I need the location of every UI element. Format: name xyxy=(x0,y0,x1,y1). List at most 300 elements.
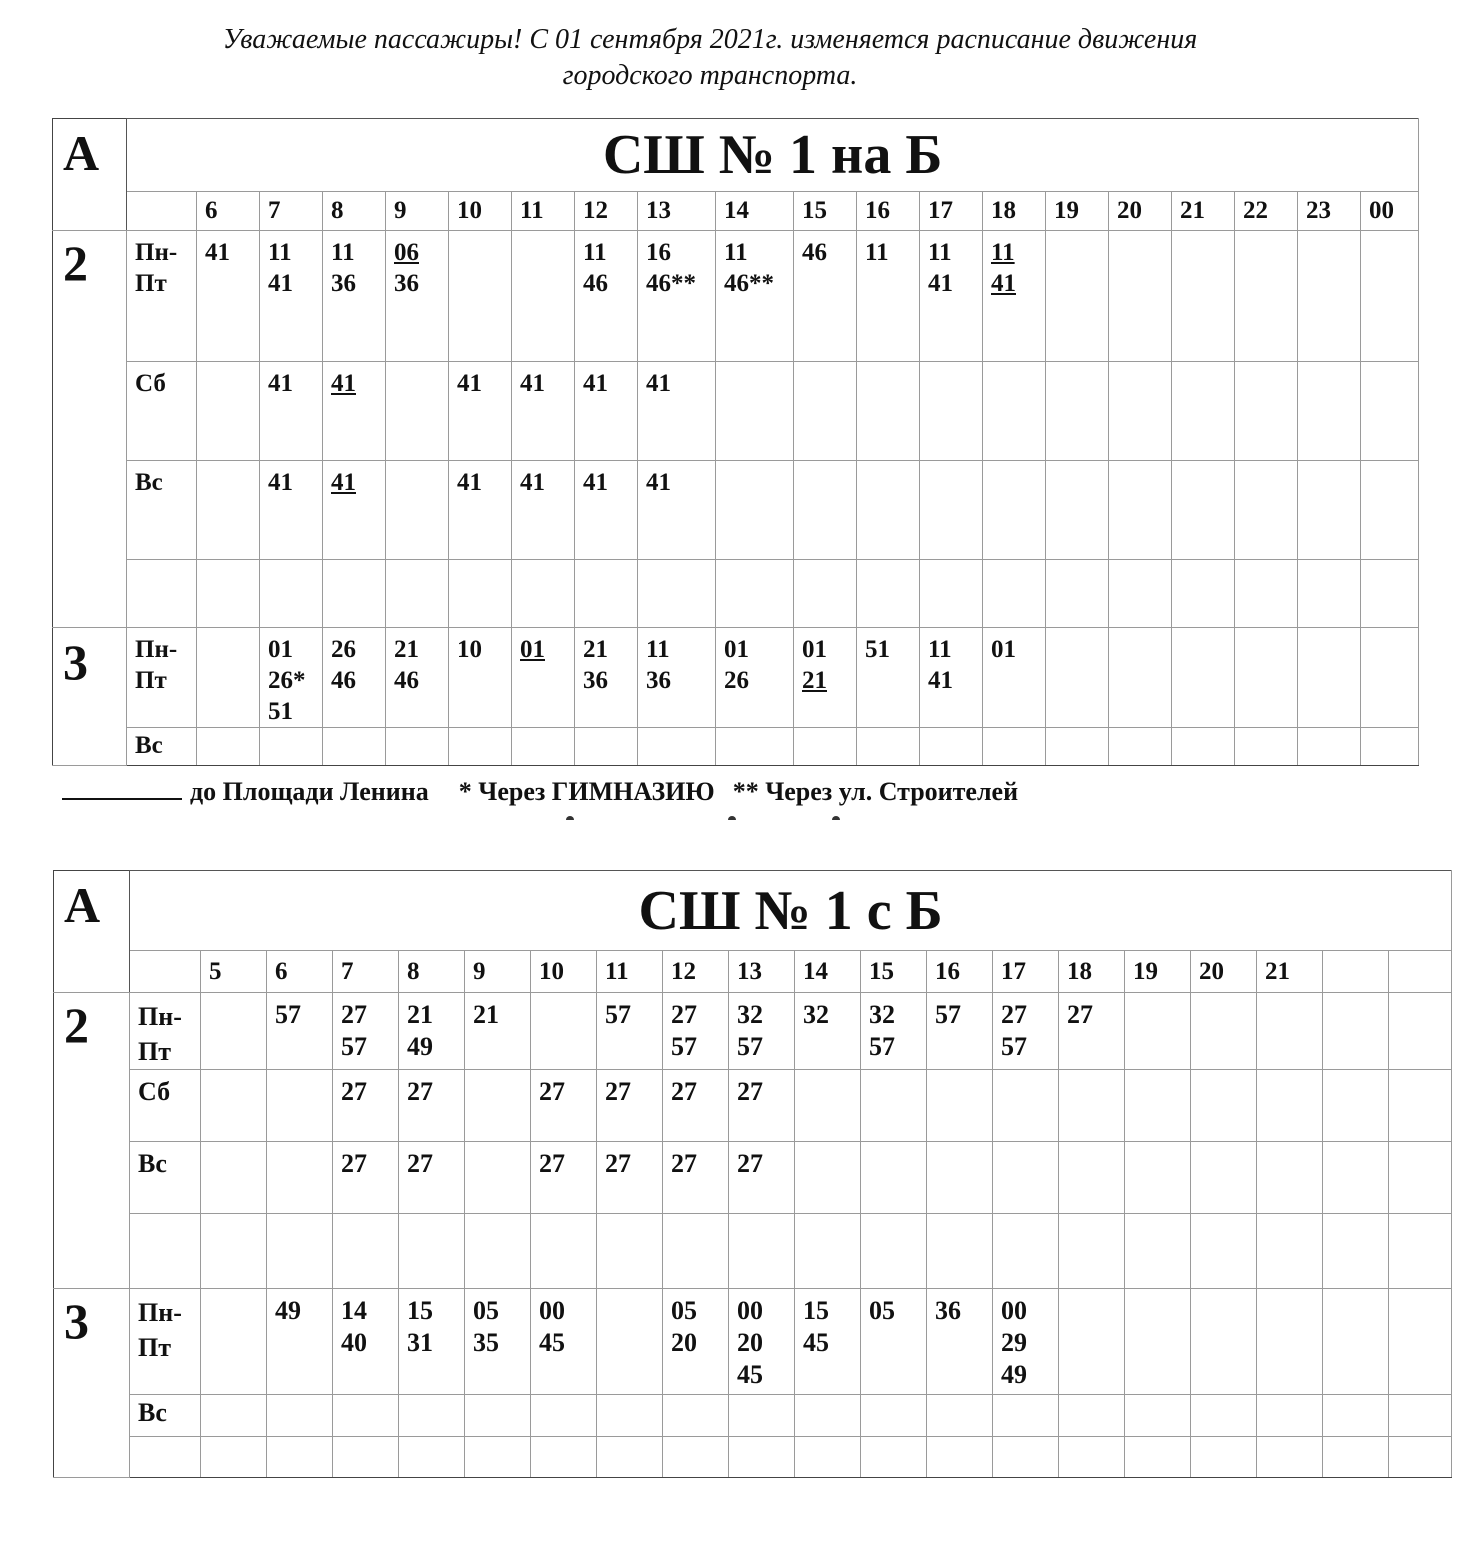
hour-header: 6 xyxy=(197,192,260,231)
empty-cell xyxy=(130,1214,201,1289)
empty-cell xyxy=(197,728,260,766)
departure-cell xyxy=(983,628,1046,728)
empty-cell xyxy=(638,728,716,766)
departure-minute: 26 xyxy=(331,636,356,663)
empty-cell xyxy=(386,560,449,628)
departure-minute: 57 xyxy=(869,1032,895,1061)
empty-cell xyxy=(1323,1214,1389,1289)
departure-cell xyxy=(729,993,795,1070)
departure-cell xyxy=(993,1070,1059,1142)
departure-minute: 46 xyxy=(583,270,608,297)
empty-cell xyxy=(333,1395,399,1437)
departure-minute: 11 xyxy=(646,636,670,663)
hour-header: 14 xyxy=(795,951,861,993)
departure-cell xyxy=(1361,362,1419,461)
departure-minute: 27 xyxy=(737,1149,763,1178)
departure-cell xyxy=(1389,993,1452,1070)
departure-minute: 41 xyxy=(928,667,953,694)
empty-cell xyxy=(465,1214,531,1289)
empty-cell xyxy=(531,1395,597,1437)
day-label: Вс xyxy=(127,461,197,560)
hour-header: 15 xyxy=(861,951,927,993)
departure-minute: 20 xyxy=(671,1328,697,1357)
departure-cell xyxy=(1109,231,1172,362)
departure-cell xyxy=(1389,1289,1452,1395)
departure-minute: 00 xyxy=(737,1296,763,1325)
departure-cell xyxy=(794,461,857,560)
hour-header: 16 xyxy=(927,951,993,993)
departure-cell xyxy=(1125,1070,1191,1142)
empty-cell xyxy=(993,1395,1059,1437)
departure-cell xyxy=(260,231,323,362)
departure-minute: 11 xyxy=(865,239,889,266)
departure-minute: 00 xyxy=(539,1296,565,1325)
empty-cell xyxy=(1191,1214,1257,1289)
empty-cell xyxy=(663,1395,729,1437)
departure-minute: 01 xyxy=(520,636,545,663)
empty-cell xyxy=(983,560,1046,628)
departure-cell xyxy=(1191,1289,1257,1395)
departure-cell xyxy=(197,231,260,362)
day-line-1: Пн- xyxy=(138,1298,182,1327)
empty-cell xyxy=(729,1437,795,1478)
day-label xyxy=(130,1289,201,1395)
departure-minute: 11 xyxy=(928,239,952,266)
departure-cell xyxy=(716,362,794,461)
departure-cell xyxy=(1109,461,1172,560)
departure-minute: 45 xyxy=(803,1328,829,1357)
hour-header: 11 xyxy=(597,951,663,993)
empty-cell xyxy=(323,560,386,628)
departure-minute: 27 xyxy=(341,1000,367,1029)
departure-minute: 46** xyxy=(646,270,696,297)
route-3-weekday-row xyxy=(54,1289,1452,1395)
departure-cell xyxy=(1323,993,1389,1070)
empty-cell xyxy=(1172,728,1235,766)
departure-cell xyxy=(663,1070,729,1142)
departure-minute: 57 xyxy=(605,1000,631,1029)
departure-minute: 57 xyxy=(341,1032,367,1061)
departure-minute: 32 xyxy=(737,1000,763,1029)
departure-minute: 06 xyxy=(394,239,419,266)
departure-cell xyxy=(861,1070,927,1142)
empty-cell xyxy=(323,728,386,766)
hour-header: 18 xyxy=(983,192,1046,231)
departure-minute: 21 xyxy=(473,1000,499,1029)
empty-cell xyxy=(716,728,794,766)
departure-minute: 15 xyxy=(803,1296,829,1325)
departure-cell xyxy=(663,1289,729,1395)
departure-cell xyxy=(512,231,575,362)
departure-cell xyxy=(993,993,1059,1070)
departure-cell xyxy=(1257,1070,1323,1142)
departure-cell xyxy=(512,628,575,728)
empty-cell xyxy=(794,728,857,766)
departure-minute: 27 xyxy=(341,1077,367,1106)
departure-minute: 29 xyxy=(1001,1328,1027,1357)
departure-cell xyxy=(386,231,449,362)
departure-cell xyxy=(638,231,716,362)
departure-minute: 46 xyxy=(802,239,827,266)
departure-minute: 41 xyxy=(268,469,293,496)
departure-cell xyxy=(1389,1070,1452,1142)
departure-cell xyxy=(597,1289,663,1395)
departure-cell xyxy=(1298,628,1361,728)
departure-cell xyxy=(1059,1142,1125,1214)
departure-minute: 32 xyxy=(869,1000,895,1029)
hour-header: 5 xyxy=(201,951,267,993)
departure-cell xyxy=(1191,1070,1257,1142)
route-2-weekday-row xyxy=(53,231,1419,362)
departure-minute: 41 xyxy=(331,469,356,496)
departure-cell xyxy=(449,628,512,728)
departure-minute: 41 xyxy=(583,370,608,397)
legend-star: * Через ГИМНАЗИЮ xyxy=(458,777,715,806)
empty-cell xyxy=(794,560,857,628)
departure-cell xyxy=(201,1289,267,1395)
departure-cell xyxy=(1235,461,1298,560)
empty-cell xyxy=(1046,728,1109,766)
departure-cell xyxy=(1191,993,1257,1070)
hour-header: 7 xyxy=(260,192,323,231)
departure-minute: 27 xyxy=(341,1149,367,1178)
hours-row xyxy=(54,951,1452,993)
empty-cell xyxy=(857,728,920,766)
empty-cell xyxy=(333,1437,399,1478)
empty-cell xyxy=(597,1214,663,1289)
departure-minute: 57 xyxy=(275,1000,301,1029)
departure-minute: 41 xyxy=(583,469,608,496)
departure-cell xyxy=(449,461,512,560)
hour-header: 21 xyxy=(1172,192,1235,231)
empty-cell xyxy=(1323,1395,1389,1437)
departure-cell xyxy=(1361,231,1419,362)
departure-cell xyxy=(1125,1142,1191,1214)
underline-sample xyxy=(62,798,182,800)
departure-cell xyxy=(575,461,638,560)
empty-cell xyxy=(465,1395,531,1437)
empty-cell xyxy=(399,1395,465,1437)
departure-minute: 27 xyxy=(671,1077,697,1106)
departure-cell xyxy=(333,993,399,1070)
departure-cell xyxy=(920,231,983,362)
departure-cell xyxy=(716,231,794,362)
departure-cell xyxy=(386,362,449,461)
departure-cell xyxy=(861,1289,927,1395)
day-line-2: Пт xyxy=(138,1333,171,1362)
departure-cell xyxy=(531,1070,597,1142)
departure-cell xyxy=(323,231,386,362)
departure-minute: 46** xyxy=(724,270,774,297)
departure-minute: 27 xyxy=(605,1149,631,1178)
departure-cell xyxy=(197,362,260,461)
departure-minute: 45 xyxy=(539,1328,565,1357)
departure-minute: 41 xyxy=(928,270,953,297)
departure-cell xyxy=(465,1142,531,1214)
empty-cell xyxy=(861,1395,927,1437)
hour-header: 8 xyxy=(323,192,386,231)
empty-cell xyxy=(1235,728,1298,766)
empty-cell xyxy=(531,1214,597,1289)
empty-cell xyxy=(1059,1437,1125,1478)
cropped-text-fragment xyxy=(560,812,860,820)
empty-cell xyxy=(512,728,575,766)
departure-cell xyxy=(465,1070,531,1142)
empty-cell xyxy=(795,1395,861,1437)
departure-cell xyxy=(663,993,729,1070)
route-2-saturday-row xyxy=(53,362,1419,461)
departure-cell xyxy=(597,1142,663,1214)
empty-cell xyxy=(861,1437,927,1478)
empty-cell xyxy=(399,1214,465,1289)
departure-minute: 05 xyxy=(671,1296,697,1325)
hour-header: 16 xyxy=(857,192,920,231)
departure-minute: 16 xyxy=(646,239,671,266)
departure-minute: 10 xyxy=(457,636,482,663)
departure-cell xyxy=(857,362,920,461)
departure-cell xyxy=(399,1070,465,1142)
departure-cell xyxy=(861,993,927,1070)
departure-cell xyxy=(323,628,386,728)
empty-cell xyxy=(857,560,920,628)
empty-cell xyxy=(1361,560,1419,628)
hour-header: 13 xyxy=(729,951,795,993)
day-label xyxy=(127,231,197,362)
departure-minute: 51 xyxy=(865,636,890,663)
hour-header: 20 xyxy=(1191,951,1257,993)
departure-cell xyxy=(729,1142,795,1214)
route-number-2: 2 xyxy=(53,231,127,628)
empty-cell xyxy=(1059,1395,1125,1437)
departure-cell xyxy=(1172,628,1235,728)
departure-cell xyxy=(1323,1070,1389,1142)
departure-cell xyxy=(1125,1289,1191,1395)
departure-cell xyxy=(1059,993,1125,1070)
hour-header-blank xyxy=(130,951,201,993)
empty-cell xyxy=(512,560,575,628)
departure-cell xyxy=(1389,1142,1452,1214)
empty-cell xyxy=(983,728,1046,766)
hour-header: 23 xyxy=(1298,192,1361,231)
departure-minute: 27 xyxy=(737,1077,763,1106)
departure-cell xyxy=(983,461,1046,560)
hour-header: 22 xyxy=(1235,192,1298,231)
departure-minute: 57 xyxy=(1001,1032,1027,1061)
empty-cell xyxy=(1389,1395,1452,1437)
departure-cell xyxy=(1059,1289,1125,1395)
departure-minute: 21 xyxy=(394,636,419,663)
departure-minute: 36 xyxy=(646,667,671,694)
departure-minute: 26 xyxy=(724,667,749,694)
departure-cell xyxy=(260,461,323,560)
timetable-title: СШ № 1 с Б xyxy=(130,871,1452,951)
departure-minute: 11 xyxy=(724,239,748,266)
departure-cell xyxy=(197,628,260,728)
corner-label: А xyxy=(54,871,130,993)
empty-cell xyxy=(597,1437,663,1478)
empty-cell xyxy=(927,1395,993,1437)
corner-label: А xyxy=(53,119,127,231)
departure-cell xyxy=(1046,231,1109,362)
day-label: Сб xyxy=(127,362,197,461)
departure-cell xyxy=(861,1142,927,1214)
departure-minute: 41 xyxy=(991,270,1016,297)
departure-minute: 57 xyxy=(671,1032,697,1061)
day-label: Сб xyxy=(130,1070,201,1142)
empty-cell xyxy=(1046,560,1109,628)
departure-minute: 20 xyxy=(737,1328,763,1357)
empty-cell xyxy=(663,1214,729,1289)
departure-minute: 27 xyxy=(1067,1000,1093,1029)
departure-minute: 27 xyxy=(539,1149,565,1178)
departure-cell xyxy=(794,362,857,461)
hour-header: 9 xyxy=(465,951,531,993)
departure-minute: 49 xyxy=(275,1296,301,1325)
empty-cell xyxy=(1323,1437,1389,1478)
departure-cell xyxy=(1235,231,1298,362)
departure-cell xyxy=(260,362,323,461)
departure-minute: 11 xyxy=(928,636,952,663)
departure-cell xyxy=(1125,993,1191,1070)
empty-cell xyxy=(201,1214,267,1289)
departure-cell xyxy=(1298,231,1361,362)
empty-cell xyxy=(1298,728,1361,766)
empty-cell xyxy=(449,560,512,628)
departure-cell xyxy=(333,1070,399,1142)
departure-cell xyxy=(201,1142,267,1214)
departure-cell xyxy=(201,1070,267,1142)
departure-cell xyxy=(927,1070,993,1142)
departure-cell xyxy=(1323,1289,1389,1395)
route-number-3: 3 xyxy=(54,1289,130,1478)
day-label: Вс xyxy=(127,728,197,766)
empty-cell xyxy=(597,1395,663,1437)
departure-cell xyxy=(1046,461,1109,560)
departure-cell xyxy=(1361,628,1419,728)
departure-cell xyxy=(857,628,920,728)
empty-cell xyxy=(201,1437,267,1478)
hour-header: 13 xyxy=(638,192,716,231)
departure-cell xyxy=(1235,362,1298,461)
departure-minute: 41 xyxy=(646,469,671,496)
day-line-1: Пн- xyxy=(138,1002,182,1031)
departure-cell xyxy=(386,628,449,728)
departure-minute: 27 xyxy=(407,1149,433,1178)
departure-cell xyxy=(1059,1070,1125,1142)
departure-minute: 27 xyxy=(539,1077,565,1106)
departure-cell xyxy=(267,1289,333,1395)
route-3-sunday-row xyxy=(53,728,1419,766)
departure-cell xyxy=(795,993,861,1070)
departure-minute: 41 xyxy=(457,469,482,496)
hour-header xyxy=(1323,951,1389,993)
hour-header: 10 xyxy=(531,951,597,993)
departure-minute: 31 xyxy=(407,1328,433,1357)
departure-cell xyxy=(983,362,1046,461)
hours-row xyxy=(53,192,1419,231)
route-2-spare-row xyxy=(53,560,1419,628)
departure-cell xyxy=(449,231,512,362)
empty-cell xyxy=(465,1437,531,1478)
departure-minute: 11 xyxy=(268,239,292,266)
departure-cell xyxy=(512,461,575,560)
route-2-weekday-row xyxy=(54,993,1452,1070)
departure-cell xyxy=(993,1289,1059,1395)
departure-minute: 01 xyxy=(991,636,1016,663)
departure-minute: 41 xyxy=(457,370,482,397)
departure-cell xyxy=(267,1070,333,1142)
route-number-2: 2 xyxy=(54,993,130,1289)
hour-header: 12 xyxy=(575,192,638,231)
departure-minute: 41 xyxy=(646,370,671,397)
route-3-weekday-row xyxy=(53,628,1419,728)
hour-header: 17 xyxy=(993,951,1059,993)
departure-minute: 15 xyxy=(407,1296,433,1325)
departure-cell xyxy=(575,231,638,362)
departure-cell xyxy=(1235,628,1298,728)
hour-header: 7 xyxy=(333,951,399,993)
departure-minute: 27 xyxy=(671,1149,697,1178)
empty-cell xyxy=(795,1214,861,1289)
departure-cell xyxy=(1109,628,1172,728)
empty-cell xyxy=(1361,728,1419,766)
departure-cell xyxy=(260,628,323,728)
legend-underline-text: до Площади Ленина xyxy=(190,777,429,806)
departure-cell xyxy=(201,993,267,1070)
notice-line-2: городского транспорта. xyxy=(562,60,858,91)
departure-minute: 40 xyxy=(341,1328,367,1357)
empty-cell xyxy=(130,1437,201,1478)
departure-minute: 27 xyxy=(1001,1000,1027,1029)
day-label xyxy=(130,993,201,1070)
empty-cell xyxy=(1235,560,1298,628)
hour-header: 19 xyxy=(1046,192,1109,231)
departure-cell xyxy=(267,993,333,1070)
empty-cell xyxy=(1191,1395,1257,1437)
hour-header: 10 xyxy=(449,192,512,231)
hour-header: 14 xyxy=(716,192,794,231)
departure-cell xyxy=(794,628,857,728)
departure-cell xyxy=(386,461,449,560)
day-line-2: Пт xyxy=(135,667,167,694)
hour-header-blank xyxy=(127,192,197,231)
departure-minute: 01 xyxy=(268,636,293,663)
departure-cell xyxy=(1323,1142,1389,1214)
departure-cell xyxy=(597,993,663,1070)
departure-cell xyxy=(1191,1142,1257,1214)
empty-cell xyxy=(1298,560,1361,628)
departure-minute: 41 xyxy=(205,239,230,266)
departure-cell xyxy=(638,362,716,461)
departure-cell xyxy=(1046,362,1109,461)
empty-cell xyxy=(1109,560,1172,628)
departure-cell xyxy=(795,1142,861,1214)
departure-minute: 35 xyxy=(473,1328,499,1357)
day-line-2: Пт xyxy=(138,1037,171,1066)
departure-cell xyxy=(927,1289,993,1395)
departure-cell xyxy=(333,1142,399,1214)
route-2-sunday-row xyxy=(53,461,1419,560)
empty-cell xyxy=(993,1437,1059,1478)
hour-header: 12 xyxy=(663,951,729,993)
departure-cell xyxy=(729,1070,795,1142)
departure-cell xyxy=(993,1142,1059,1214)
departure-minute: 57 xyxy=(737,1032,763,1061)
legend-double-star: ** Через ул. Строителей xyxy=(732,777,1019,806)
departure-cell xyxy=(399,993,465,1070)
empty-cell xyxy=(127,560,197,628)
departure-minute: 01 xyxy=(802,636,827,663)
